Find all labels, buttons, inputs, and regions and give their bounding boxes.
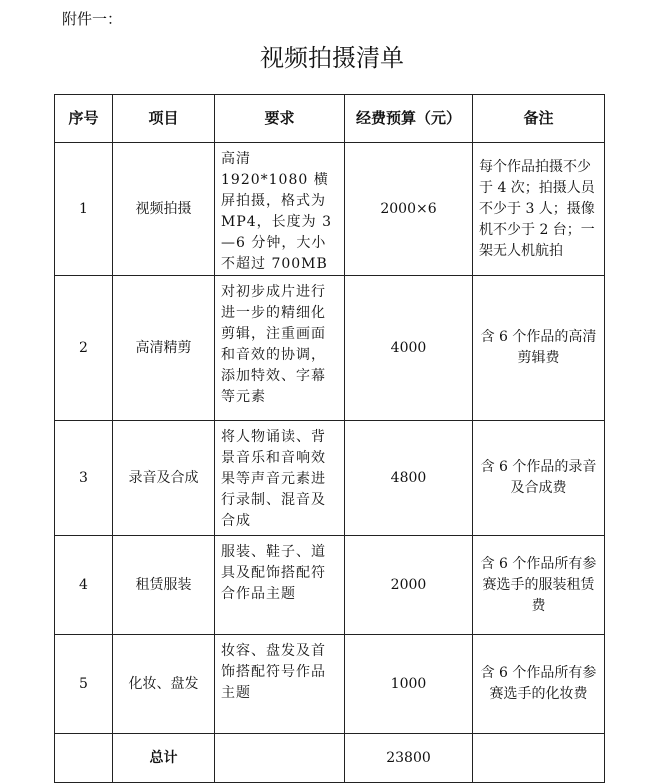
row-no: 3 bbox=[55, 421, 113, 536]
row-item: 高清精剪 bbox=[113, 276, 215, 421]
total-empty-cell bbox=[215, 734, 345, 783]
header-requirement: 要求 bbox=[215, 95, 345, 143]
row-budget: 2000×6 bbox=[345, 143, 473, 276]
row-note: 每个作品拍摄不少于 4 次；拍摄人员不少于 3 人；摄像机不少于 2 台；一架无人机航拍 bbox=[473, 143, 605, 276]
total-label: 总计 bbox=[113, 734, 215, 783]
table-row bbox=[55, 421, 605, 536]
row-requirement: 高清 1920*1080 横屏拍摄，格式为 MP4，长度为 3—6 分钟，大小不超过 700MB bbox=[215, 143, 345, 276]
row-budget: 4000 bbox=[345, 276, 473, 421]
table-row bbox=[55, 635, 605, 734]
table-header-row bbox=[55, 95, 605, 143]
header-item: 项目 bbox=[113, 95, 215, 143]
row-item: 租赁服装 bbox=[113, 536, 215, 635]
row-note: 含 6 个作品的高清剪辑费 bbox=[473, 276, 605, 421]
budget-table bbox=[54, 94, 605, 783]
table-row bbox=[55, 143, 605, 276]
table-row bbox=[55, 536, 605, 635]
row-no: 1 bbox=[55, 143, 113, 276]
row-requirement: 对初步成片进行进一步的精细化剪辑，注重画面和音效的协调，添加特效、字幕等元素 bbox=[215, 276, 345, 421]
table-row bbox=[55, 276, 605, 421]
row-no: 5 bbox=[55, 635, 113, 734]
row-requirement: 将人物诵读、背景音乐和音响效果等声音元素进行录制、混音及合成 bbox=[215, 421, 345, 536]
row-requirement: 服装、鞋子、道具及配饰搭配符合作品主题 bbox=[215, 536, 345, 635]
row-budget: 2000 bbox=[345, 536, 473, 635]
row-no: 2 bbox=[55, 276, 113, 421]
total-value: 23800 bbox=[345, 734, 473, 783]
row-budget: 4800 bbox=[345, 421, 473, 536]
row-no: 4 bbox=[55, 536, 113, 635]
row-note: 含 6 个作品所有参赛选手的化妆费 bbox=[473, 635, 605, 734]
header-budget: 经费预算（元） bbox=[345, 95, 473, 143]
row-item: 视频拍摄 bbox=[113, 143, 215, 276]
row-note: 含 6 个作品所有参赛选手的服装租赁费 bbox=[473, 536, 605, 635]
row-item: 化妆、盘发 bbox=[113, 635, 215, 734]
attachment-label: 附件一： bbox=[62, 10, 123, 28]
total-empty-cell bbox=[473, 734, 605, 783]
row-requirement: 妆容、盘发及首饰搭配符号作品主题 bbox=[215, 635, 345, 734]
header-note: 备注 bbox=[473, 95, 605, 143]
header-no: 序号 bbox=[55, 95, 113, 143]
total-empty-cell bbox=[55, 734, 113, 783]
row-note: 含 6 个作品的录音及合成费 bbox=[473, 421, 605, 536]
total-row bbox=[55, 734, 605, 783]
row-budget: 1000 bbox=[345, 635, 473, 734]
page-title: 视频拍摄清单 bbox=[260, 44, 404, 72]
row-item: 录音及合成 bbox=[113, 421, 215, 536]
